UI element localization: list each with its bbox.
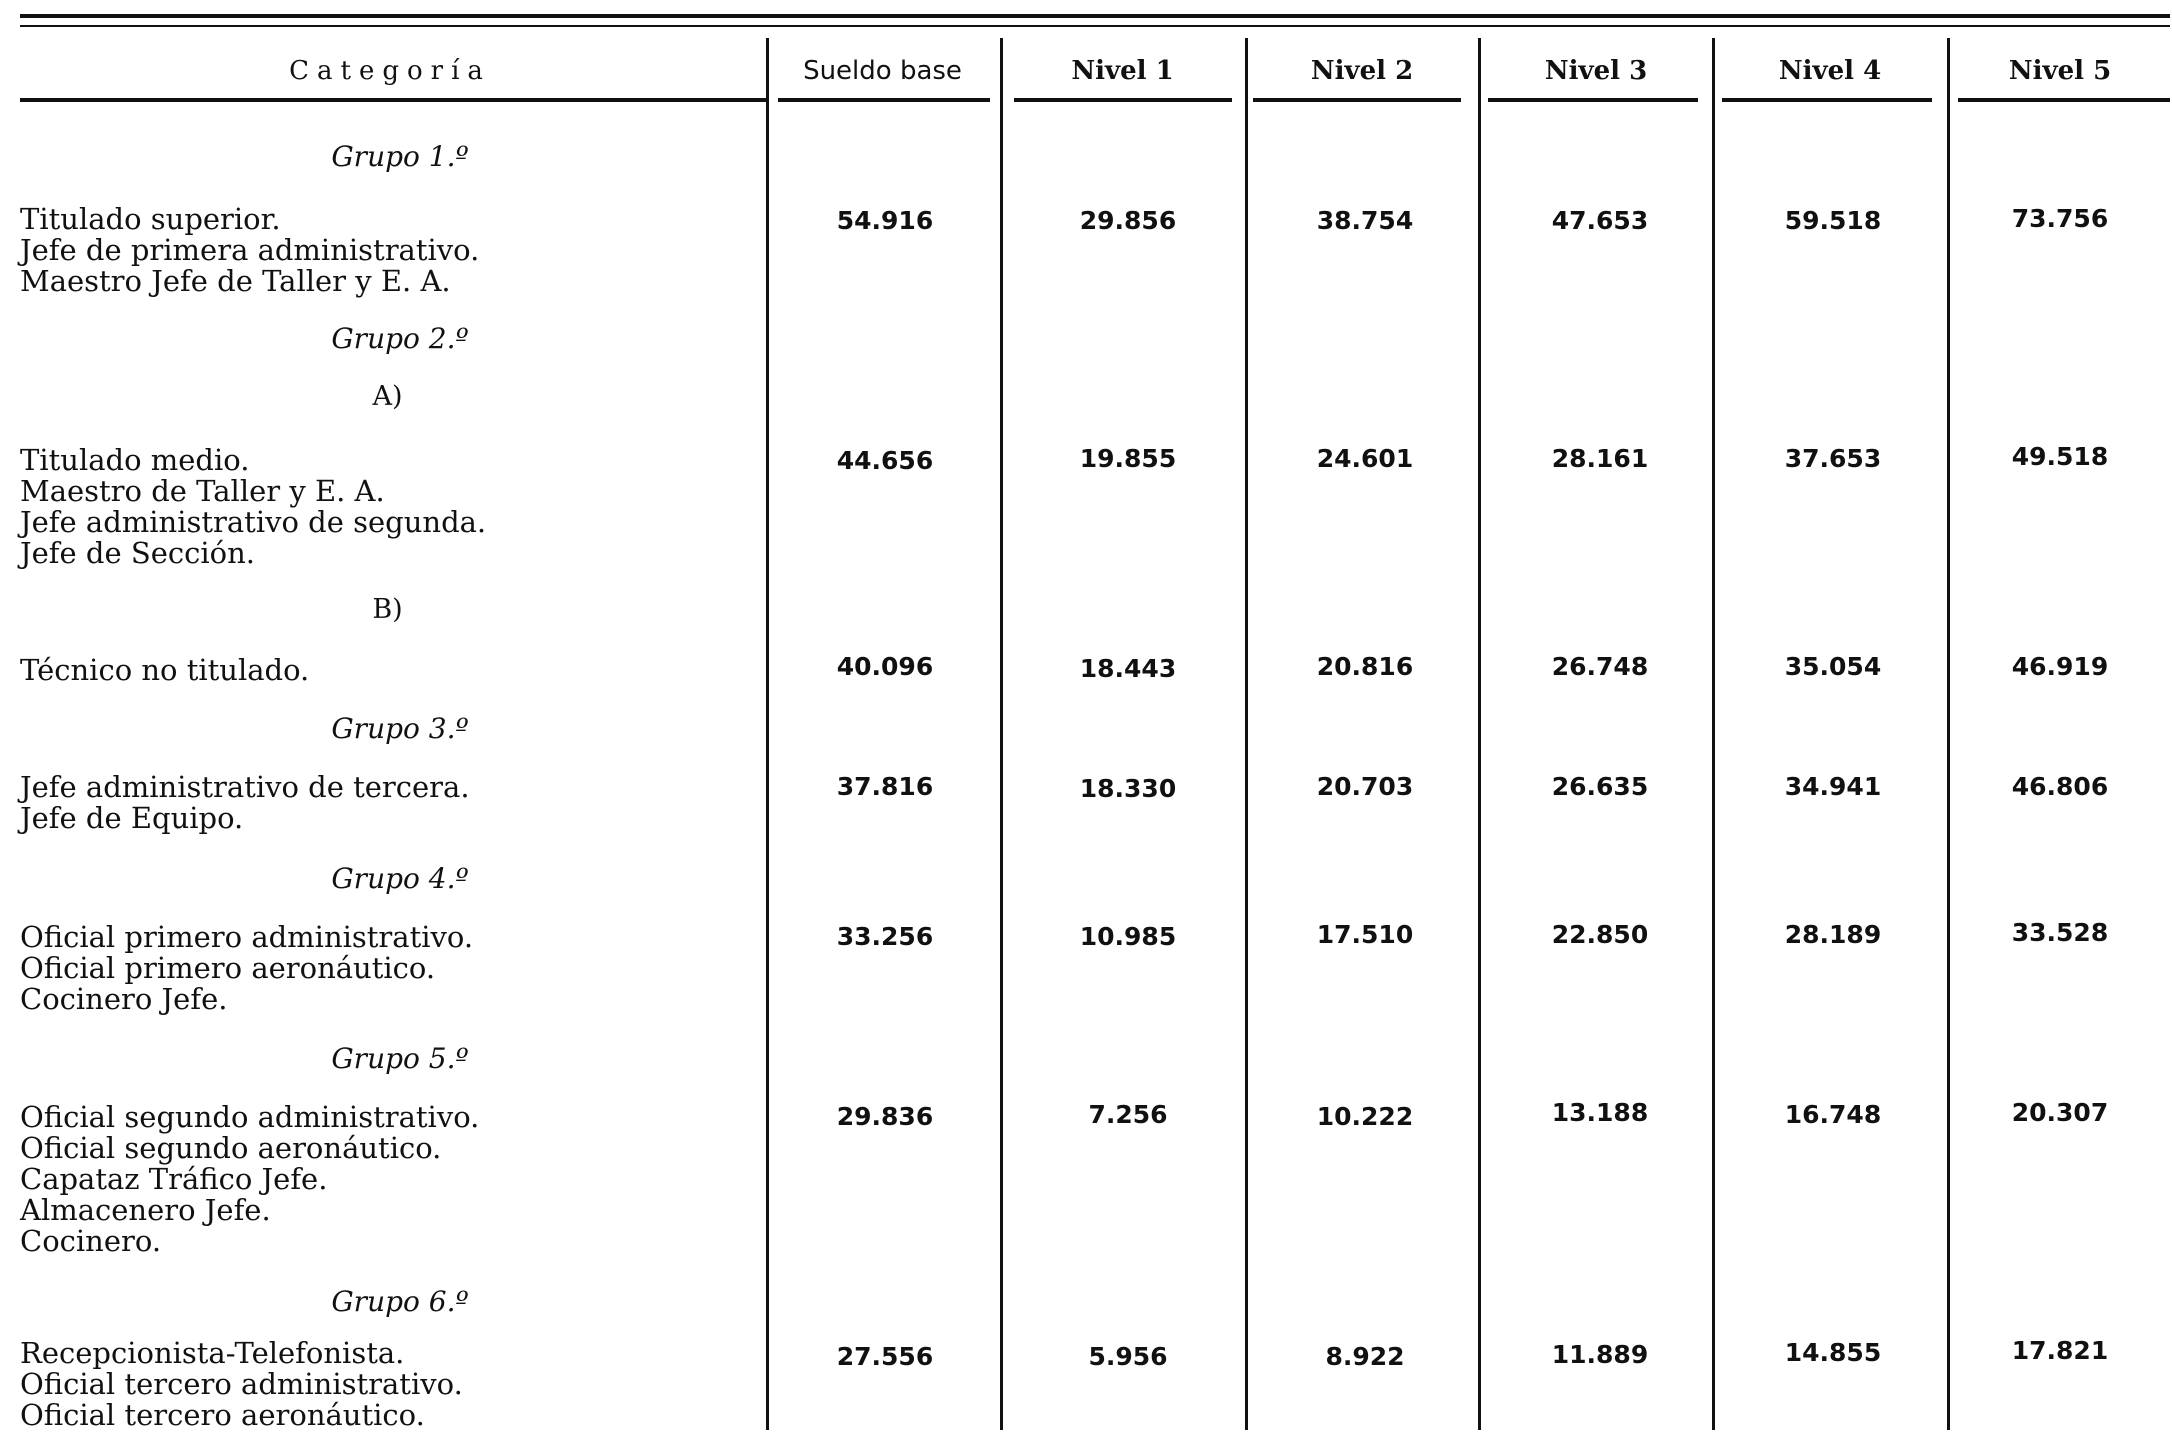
- value-nivel-5: 46.806: [2011, 772, 2109, 801]
- category-item: Jefe de Equipo.: [20, 801, 244, 835]
- header-underline: [1014, 98, 1232, 102]
- category-list: [20, 922, 473, 1015]
- category-list: [20, 772, 470, 834]
- header-sueldo-base: Sueldo base: [803, 56, 962, 86]
- column-divider: [1478, 38, 1481, 1430]
- category-item: Capataz Tráfico Jefe.: [20, 1162, 328, 1196]
- value-nivel-1: 7.256: [1088, 1100, 1168, 1129]
- value-nivel-3: 28.161: [1551, 444, 1649, 473]
- header-nivel-4: Nivel 4: [1778, 56, 1882, 86]
- category-item: Cocinero Jefe.: [20, 982, 228, 1016]
- category-item: Titulado medio.: [20, 443, 250, 477]
- value-nivel-1: 18.443: [1079, 654, 1177, 683]
- value-nivel-2: 10.222: [1316, 1102, 1414, 1131]
- value-nivel-5: 33.528: [2011, 918, 2109, 947]
- header-categoria: Categoría: [289, 56, 491, 86]
- value-sueldo-base: 44.656: [836, 446, 934, 475]
- category-item: Cocinero.: [20, 1224, 162, 1258]
- value-sueldo-base: 33.256: [836, 922, 934, 951]
- value-nivel-5: 20.307: [2011, 1098, 2109, 1127]
- value-nivel-3: 26.748: [1551, 652, 1649, 681]
- header-nivel-2: Nivel 2: [1310, 56, 1414, 86]
- value-nivel-4: 35.054: [1784, 652, 1882, 681]
- value-nivel-2: 17.510: [1316, 920, 1414, 949]
- category-item: Titulado superior.: [20, 202, 281, 236]
- value-nivel-4: 37.653: [1784, 444, 1882, 473]
- value-sueldo-base: 37.816: [836, 772, 934, 801]
- value-nivel-2: 8.922: [1325, 1342, 1405, 1371]
- value-nivel-2: 20.816: [1316, 652, 1414, 681]
- top-rule-thin: [20, 25, 2170, 27]
- subgroup-heading: B): [372, 594, 403, 625]
- value-nivel-5: 46.919: [2011, 652, 2109, 681]
- group-heading: Grupo 5.º: [331, 1042, 469, 1075]
- header-underline: [1253, 98, 1461, 102]
- group-heading: Grupo 1.º: [331, 140, 469, 173]
- category-list: [20, 1102, 479, 1257]
- value-nivel-3: 11.889: [1551, 1340, 1649, 1369]
- column-divider: [1947, 38, 1950, 1430]
- value-nivel-4: 28.189: [1784, 920, 1882, 949]
- value-nivel-1: 29.856: [1079, 206, 1177, 235]
- category-item: Jefe administrativo de segunda.: [20, 505, 487, 539]
- value-nivel-2: 38.754: [1316, 206, 1414, 235]
- value-sueldo-base: 54.916: [836, 206, 934, 235]
- value-sueldo-base: 27.556: [836, 1342, 934, 1371]
- category-item: Oficial primero administrativo.: [20, 920, 474, 954]
- value-sueldo-base: 40.096: [836, 652, 934, 681]
- header-nivel-3: Nivel 3: [1544, 56, 1648, 86]
- category-item: Oficial tercero administrativo.: [20, 1367, 463, 1401]
- category-item: Jefe administrativo de tercera.: [20, 770, 470, 804]
- value-nivel-4: 14.855: [1784, 1338, 1882, 1367]
- group-heading: Grupo 2.º: [331, 322, 469, 355]
- value-nivel-4: 16.748: [1784, 1100, 1882, 1129]
- value-nivel-3: 13.188: [1551, 1098, 1649, 1127]
- value-nivel-5: 49.518: [2011, 442, 2109, 471]
- value-nivel-1: 10.985: [1079, 922, 1177, 951]
- value-nivel-1: 5.956: [1088, 1342, 1168, 1371]
- category-item: Maestro Jefe de Taller y E. A.: [20, 264, 451, 298]
- category-item: Jefe de Sección.: [20, 536, 255, 570]
- column-divider: [766, 38, 769, 1430]
- group-heading: Grupo 4.º: [331, 862, 469, 895]
- header-nivel-1: Nivel 1: [1071, 56, 1174, 86]
- value-sueldo-base: 29.836: [836, 1102, 934, 1131]
- category-list: [20, 445, 486, 569]
- subgroup-heading: A): [372, 381, 403, 412]
- value-nivel-5: 17.821: [2011, 1336, 2109, 1365]
- column-divider: [1000, 38, 1003, 1430]
- header-underline: [1722, 98, 1932, 102]
- category-item: Maestro de Taller y E. A.: [20, 474, 385, 508]
- header-underline: [20, 98, 766, 102]
- category-item: Jefe de primera administrativo.: [20, 233, 480, 267]
- category-item: Técnico no titulado.: [20, 653, 310, 687]
- top-rule-thick: [20, 14, 2170, 18]
- header-underline: [1488, 98, 1698, 102]
- category-item: Oficial segundo administrativo.: [20, 1100, 480, 1134]
- group-heading: Grupo 6.º: [331, 1285, 469, 1318]
- header-underline: [1958, 98, 2170, 102]
- value-nivel-3: 47.653: [1551, 206, 1649, 235]
- category-list: [20, 1338, 463, 1431]
- category-item: Recepcionista-Telefonista.: [20, 1336, 405, 1370]
- value-nivel-1: 18.330: [1079, 774, 1177, 803]
- header-underline: [778, 98, 990, 102]
- value-nivel-2: 24.601: [1316, 444, 1414, 473]
- column-divider: [1245, 38, 1248, 1430]
- category-list: [20, 655, 309, 686]
- header-nivel-5: Nivel 5: [2008, 56, 2112, 86]
- category-item: Almacenero Jefe.: [20, 1193, 271, 1227]
- category-list: [20, 204, 479, 297]
- value-nivel-4: 34.941: [1784, 772, 1882, 801]
- value-nivel-5: 73.756: [2011, 204, 2109, 233]
- group-heading: Grupo 3.º: [331, 712, 469, 745]
- value-nivel-1: 19.855: [1079, 444, 1177, 473]
- value-nivel-3: 22.850: [1551, 920, 1649, 949]
- column-divider: [1712, 38, 1715, 1430]
- value-nivel-4: 59.518: [1784, 206, 1882, 235]
- value-nivel-3: 26.635: [1551, 772, 1649, 801]
- category-item: Oficial primero aeronáutico.: [20, 951, 436, 985]
- category-item: Oficial segundo aeronáutico.: [20, 1131, 442, 1165]
- value-nivel-2: 20.703: [1316, 772, 1414, 801]
- category-item: Oficial tercero aeronáutico.: [20, 1398, 425, 1432]
